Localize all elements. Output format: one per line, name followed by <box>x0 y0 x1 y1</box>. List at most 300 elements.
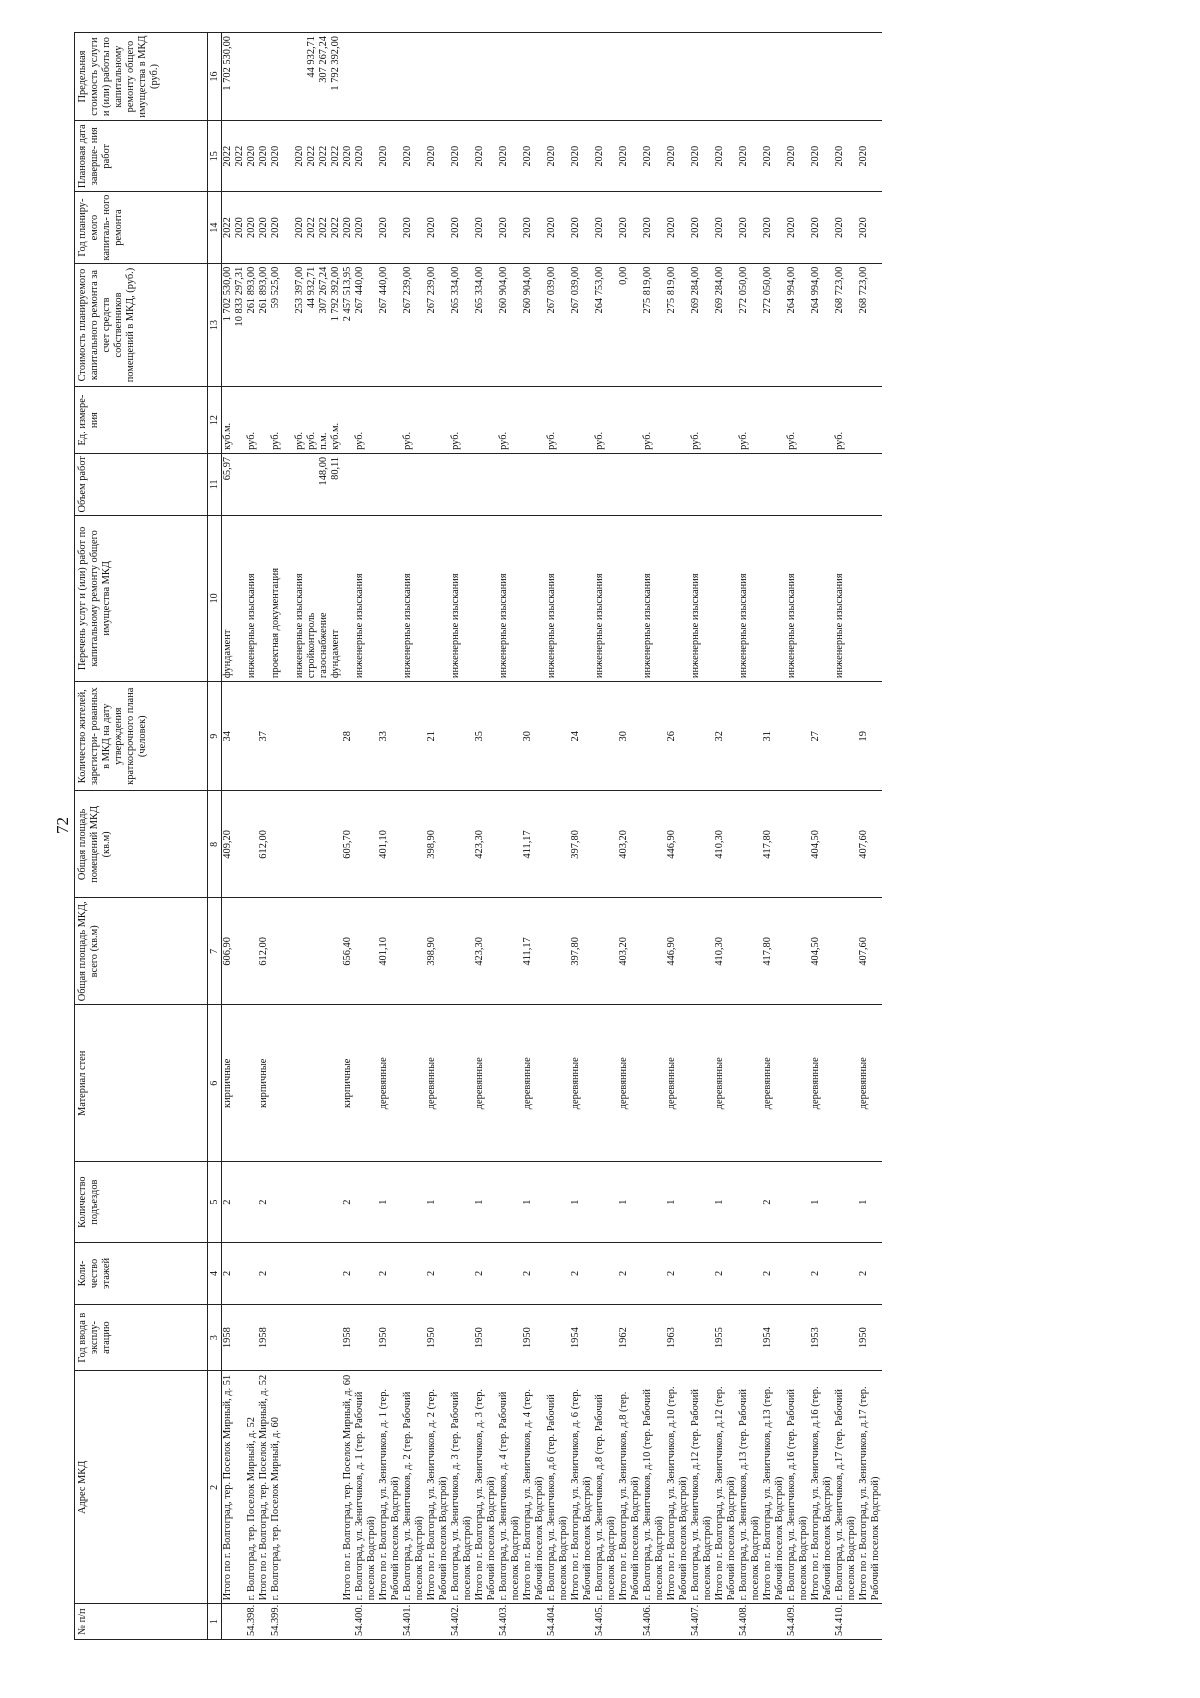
cell-limit <box>354 33 378 121</box>
cell-plan-year <box>222 192 247 263</box>
column-header: Общая площадь МКД, всего (кв.м) <box>75 898 208 1005</box>
cell-works <box>618 515 642 681</box>
cell-plan-year <box>426 192 450 263</box>
cell-line: газоснабжение <box>318 612 329 679</box>
cell-line: 2020 <box>294 217 305 238</box>
cell-no <box>570 1604 594 1640</box>
cell-plan-year <box>690 192 714 263</box>
cell-line <box>474 36 486 117</box>
cell-line: 2020 <box>858 217 869 238</box>
cell-line: 2020 <box>246 217 257 238</box>
cell-addr: г. Волгоград, ул. Зенитчиков, д. 3 (тер. Рабочий поселок Водстрой) <box>450 1371 474 1604</box>
cell-unit <box>354 387 378 454</box>
cell-line: 267 039,00 <box>570 266 581 314</box>
cell-no <box>522 1604 546 1640</box>
cell-plan-year <box>594 192 618 263</box>
cell-line: 2020 <box>258 145 269 167</box>
cell-line <box>786 457 798 512</box>
cell-unit <box>222 387 247 454</box>
cell-line <box>282 390 294 450</box>
cell-area-total: 398,90 <box>426 898 450 1005</box>
cell-end-date <box>246 121 258 192</box>
cell-year <box>690 1304 714 1371</box>
cell-area-rooms: 605,70 <box>342 791 354 898</box>
cell-line <box>378 36 390 117</box>
column-header: Плановая дата заверше- ния работ <box>75 121 208 192</box>
cell-floors <box>690 1243 714 1305</box>
cell-floors: 2 <box>858 1243 882 1305</box>
cell-cost <box>498 263 522 387</box>
cell-line: 2020 <box>858 145 869 167</box>
cell-walls: деревянные <box>858 1005 882 1162</box>
cell-no: 54.404. <box>546 1604 570 1640</box>
cell-floors <box>786 1243 810 1305</box>
cell-cost <box>642 263 666 387</box>
cell-works <box>222 515 247 681</box>
cell-addr: Итого по г. Волгоград, ул. Зенитчиков, д. 4 (тер. Рабочий поселок Водстрой) <box>522 1371 546 1604</box>
cell-line <box>474 390 486 450</box>
cell-line <box>690 457 702 512</box>
cell-line: руб. <box>294 431 305 450</box>
table-row <box>522 33 546 1640</box>
column-number: 13 <box>208 263 222 387</box>
column-number: 2 <box>208 1371 222 1604</box>
cell-walls: деревянные <box>762 1005 786 1162</box>
cell-walls <box>594 1005 618 1162</box>
cell-line: руб. <box>354 431 365 450</box>
cell-area-rooms <box>834 791 858 898</box>
cell-floors: 2 <box>618 1243 642 1305</box>
cell-line <box>246 457 258 512</box>
cell-addr: Итого по г. Волгоград, ул. Зенитчиков, д.10 (тер. Рабочий поселок Водстрой) <box>666 1371 690 1604</box>
cell-volume <box>246 453 258 515</box>
column-header: Коли- чество этажей <box>75 1243 208 1305</box>
cell-volume <box>450 453 474 515</box>
cell-line <box>282 267 294 384</box>
cell-line <box>426 519 438 678</box>
column-number-row <box>208 33 222 1640</box>
cell-line: 2020 <box>834 145 845 167</box>
cell-line <box>618 390 630 450</box>
column-header: Перечень услуг и (или) работ по капитальному ремонту общего имущества МКД <box>75 515 208 681</box>
cell-area-rooms: 612,00 <box>258 791 270 898</box>
cell-area-total <box>402 898 426 1005</box>
cell-plan-year <box>498 192 522 263</box>
cell-line: инженерные изыскания <box>498 573 509 679</box>
cell-area-rooms: 409,20 <box>222 791 247 898</box>
cell-floors <box>594 1243 618 1305</box>
cell-plan-year <box>546 192 570 263</box>
cell-year <box>246 1304 258 1371</box>
cell-volume <box>618 453 642 515</box>
cell-line: фундамент <box>330 629 341 679</box>
cell-cost <box>222 263 247 387</box>
cell-works <box>546 515 570 681</box>
column-header: Материал стен <box>75 1005 208 1162</box>
cell-year <box>546 1304 570 1371</box>
cell-line: куб.м. <box>330 422 341 450</box>
column-header: Ед. измере- ния <box>75 387 208 454</box>
cell-cost <box>522 263 546 387</box>
cell-line: руб. <box>270 431 281 450</box>
cell-entr: 1 <box>426 1162 450 1243</box>
cell-end-date <box>258 121 270 192</box>
cell-limit <box>714 33 738 121</box>
cell-line: 2020 <box>522 145 533 167</box>
cell-line <box>642 36 654 117</box>
cell-walls <box>642 1005 666 1162</box>
cell-floors <box>642 1243 666 1305</box>
cell-walls <box>354 1005 378 1162</box>
cell-line: руб. <box>738 431 749 450</box>
cell-entr: 1 <box>810 1162 834 1243</box>
cell-residents: 31 <box>762 682 786 791</box>
cell-no <box>762 1604 786 1640</box>
column-number: 14 <box>208 192 222 263</box>
cell-line: 2020 <box>450 217 461 238</box>
cell-line <box>354 457 366 512</box>
cell-unit <box>546 387 570 454</box>
cell-line: руб. <box>546 431 557 450</box>
cell-entr <box>402 1162 426 1243</box>
cell-line: 2020 <box>666 145 677 167</box>
cell-area-total <box>786 898 810 1005</box>
cell-line <box>666 519 678 678</box>
cell-volume <box>378 453 402 515</box>
cell-works <box>786 515 810 681</box>
cell-limit <box>246 33 258 121</box>
cell-volume <box>834 453 858 515</box>
cell-line <box>522 519 534 678</box>
capital-repair-table <box>74 32 882 1640</box>
cell-year: 1963 <box>666 1304 690 1371</box>
cell-line <box>858 36 870 117</box>
cell-floors <box>246 1243 258 1305</box>
cell-unit <box>810 387 834 454</box>
cell-line: руб. <box>690 431 701 450</box>
cell-cost <box>570 263 594 387</box>
cell-line: 2020 <box>378 217 389 238</box>
column-header: Количество подъездов <box>75 1162 208 1243</box>
cell-line: 80,11 <box>330 456 341 480</box>
cell-walls <box>498 1005 522 1162</box>
cell-walls <box>270 1005 342 1162</box>
cell-line <box>522 36 534 117</box>
cell-floors <box>546 1243 570 1305</box>
cell-line: 2020 <box>426 145 437 167</box>
cell-residents: 19 <box>858 682 882 791</box>
cell-area-total: 417,80 <box>762 898 786 1005</box>
cell-line <box>738 36 750 117</box>
cell-line <box>714 36 726 117</box>
cell-unit <box>498 387 522 454</box>
cell-cost <box>858 263 882 387</box>
cell-line: 2020 <box>342 217 353 238</box>
cell-line: стройконтроль <box>306 612 317 679</box>
cell-walls <box>786 1005 810 1162</box>
cell-end-date <box>858 121 882 192</box>
cell-unit <box>570 387 594 454</box>
cell-line: 44 932,71 <box>306 266 317 309</box>
cell-volume <box>642 453 666 515</box>
cell-entr: 1 <box>666 1162 690 1243</box>
cell-volume <box>690 453 714 515</box>
cell-floors: 2 <box>474 1243 498 1305</box>
cell-works <box>762 515 786 681</box>
cell-no <box>378 1604 402 1640</box>
cell-limit <box>594 33 618 121</box>
cell-line: 2020 <box>546 145 557 167</box>
cell-line: 2022 <box>222 145 233 167</box>
cell-end-date <box>270 121 342 192</box>
cell-line: 2020 <box>354 217 365 238</box>
cell-cost <box>546 263 570 387</box>
cell-end-date <box>342 121 354 192</box>
cell-floors: 2 <box>342 1243 354 1305</box>
cell-addr: Итого по г. Волгоград, ул. Зенитчиков, д.16 (тер. Рабочий поселок Водстрой) <box>810 1371 834 1604</box>
cell-cost <box>426 263 450 387</box>
cell-entr: 1 <box>522 1162 546 1243</box>
cell-plan-year <box>810 192 834 263</box>
cell-line: 261 893,00 <box>258 266 269 314</box>
cell-line: 267 440,00 <box>378 266 389 314</box>
cell-limit <box>474 33 498 121</box>
cell-end-date <box>222 121 247 192</box>
cell-limit <box>258 33 270 121</box>
cell-entr <box>834 1162 858 1243</box>
cell-line <box>426 36 438 117</box>
cell-no: 54.406. <box>642 1604 666 1640</box>
cell-line: 2020 <box>474 217 485 238</box>
cell-residents <box>594 682 618 791</box>
cell-line: 2020 <box>834 217 845 238</box>
cell-volume <box>522 453 546 515</box>
cell-residents: 30 <box>522 682 546 791</box>
cell-line <box>762 519 774 678</box>
cell-volume <box>222 453 247 515</box>
cell-area-total: 612,00 <box>258 898 270 1005</box>
cell-end-date <box>354 121 378 192</box>
cell-residents <box>546 682 570 791</box>
cell-line <box>594 36 606 117</box>
cell-entr <box>690 1162 714 1243</box>
column-number: 7 <box>208 898 222 1005</box>
cell-residents: 37 <box>258 682 270 791</box>
cell-cost <box>246 263 258 387</box>
column-header: Общая площадь помещений МКД (кв.м) <box>75 791 208 898</box>
cell-addr: Итого по г. Волгоград, ул. Зенитчиков, д. 3 (тер. Рабочий поселок Водстрой) <box>474 1371 498 1604</box>
cell-residents <box>834 682 858 791</box>
cell-line <box>642 457 654 512</box>
cell-line: 260 904,00 <box>522 266 533 314</box>
cell-end-date <box>450 121 474 192</box>
cell-line <box>594 457 606 512</box>
cell-entr: 1 <box>378 1162 402 1243</box>
cell-plan-year <box>246 192 258 263</box>
cell-walls <box>690 1005 714 1162</box>
cell-line: 264 753,00 <box>594 266 605 314</box>
cell-area-rooms: 398,90 <box>426 791 450 898</box>
cell-line: 2020 <box>450 145 461 167</box>
cell-line <box>618 36 630 117</box>
cell-line: 2020 <box>762 145 773 167</box>
cell-year: 1950 <box>858 1304 882 1371</box>
cell-line <box>546 36 558 117</box>
cell-walls <box>738 1005 762 1162</box>
cell-line: 261 893,00 <box>246 266 257 314</box>
cell-works <box>270 515 342 681</box>
cell-line: 2020 <box>666 217 677 238</box>
cell-limit <box>690 33 714 121</box>
cell-works <box>690 515 714 681</box>
table-row <box>402 33 426 1640</box>
cell-area-total: 401,10 <box>378 898 402 1005</box>
cell-works <box>810 515 834 681</box>
cell-works <box>342 515 354 681</box>
cell-line: фундамент <box>222 629 233 679</box>
cell-residents: 24 <box>570 682 594 791</box>
cell-no <box>810 1604 834 1640</box>
cell-line: 44 932,71 <box>306 36 317 78</box>
cell-line: 2020 <box>786 217 797 238</box>
cell-addr: г. Волгоград, ул. Зенитчиков, д. 4 (тер. Рабочий поселок Водстрой) <box>498 1371 522 1604</box>
cell-works <box>378 515 402 681</box>
cell-end-date <box>522 121 546 192</box>
cell-no: 54.408. <box>738 1604 762 1640</box>
cell-limit <box>342 33 354 121</box>
cell-works <box>714 515 738 681</box>
table-row <box>342 33 354 1640</box>
cell-line: 2020 <box>342 145 353 167</box>
cell-cost <box>270 263 342 387</box>
cell-plan-year <box>522 192 546 263</box>
cell-addr: Итого по г. Волгоград, ул. Зенитчиков, д. 6 (тер. Рабочий поселок Водстрой) <box>570 1371 594 1604</box>
cell-line: 2022 <box>234 145 245 167</box>
cell-line: руб. <box>402 431 413 450</box>
cell-year: 1950 <box>474 1304 498 1371</box>
cell-end-date <box>666 121 690 192</box>
table-row <box>222 33 247 1640</box>
cell-line <box>258 36 270 117</box>
table-row <box>258 33 270 1640</box>
cell-line <box>426 457 438 512</box>
cell-cost <box>354 263 378 387</box>
cell-line: 307 267,24 <box>318 36 329 83</box>
column-header: № п/п <box>75 1604 208 1640</box>
cell-line: инженерные изыскания <box>690 573 701 679</box>
cell-line: руб. <box>786 431 797 450</box>
cell-addr: Итого по г. Волгоград, ул. Зенитчиков, д.13 (тер. Рабочий поселок Водстрой) <box>762 1371 786 1604</box>
cell-line: 1 792 392,00 <box>330 266 341 322</box>
cell-area-total <box>270 898 342 1005</box>
cell-floors: 2 <box>666 1243 690 1305</box>
cell-addr: Итого по г. Волгоград, ул. Зенитчиков, д.17 (тер. Рабочий поселок Водстрой) <box>858 1371 882 1604</box>
cell-entr <box>786 1162 810 1243</box>
cell-line: 2020 <box>354 145 365 167</box>
cell-limit <box>810 33 834 121</box>
cell-limit <box>450 33 474 121</box>
cell-area-total: 656,40 <box>342 898 354 1005</box>
cell-end-date <box>762 121 786 192</box>
cell-area-rooms: 403,20 <box>618 791 642 898</box>
cell-walls <box>546 1005 570 1162</box>
cell-line <box>714 390 726 450</box>
cell-area-rooms <box>498 791 522 898</box>
cell-volume <box>858 453 882 515</box>
cell-line <box>858 390 870 450</box>
cell-plan-year <box>450 192 474 263</box>
cell-line: инженерные изыскания <box>786 573 797 679</box>
cell-walls: деревянные <box>378 1005 402 1162</box>
cell-area-rooms: 423,30 <box>474 791 498 898</box>
cell-area-total: 404,50 <box>810 898 834 1005</box>
cell-addr: Итого по г. Волгоград, ул. Зенитчиков, д.8 (тер. Рабочий поселок Водстрой) <box>618 1371 642 1604</box>
cell-area-rooms <box>270 791 342 898</box>
cell-line: куб.м. <box>222 422 233 450</box>
cell-line <box>786 36 798 117</box>
cell-unit <box>522 387 546 454</box>
cell-line: 267 039,00 <box>546 266 557 314</box>
cell-unit <box>402 387 426 454</box>
table-row <box>546 33 570 1640</box>
cell-line <box>666 390 678 450</box>
cell-no: 54.410. <box>834 1604 858 1640</box>
header-row <box>75 33 208 1640</box>
cell-volume <box>666 453 690 515</box>
cell-addr: Итого по г. Волгоград, тер. Поселок Мирный, д. 60 <box>342 1371 354 1604</box>
cell-limit <box>642 33 666 121</box>
cell-line: 2020 <box>402 217 413 238</box>
cell-line <box>570 390 582 450</box>
cell-cost <box>762 263 786 387</box>
cell-area-rooms <box>450 791 474 898</box>
cell-line: 2020 <box>642 217 653 238</box>
cell-line <box>810 519 822 678</box>
cell-line: п.м. <box>318 432 329 450</box>
cell-volume <box>354 453 378 515</box>
table-row <box>378 33 402 1640</box>
cell-unit <box>426 387 450 454</box>
page-number: 72 <box>53 817 72 834</box>
cell-volume <box>426 453 450 515</box>
cell-line: 265 334,00 <box>474 266 485 314</box>
cell-limit <box>786 33 810 121</box>
cell-end-date <box>714 121 738 192</box>
cell-end-date <box>426 121 450 192</box>
cell-line: инженерные изыскания <box>546 573 557 679</box>
cell-cost <box>714 263 738 387</box>
cell-volume <box>402 453 426 515</box>
cell-line <box>282 519 294 678</box>
cell-unit <box>762 387 786 454</box>
cell-walls <box>402 1005 426 1162</box>
cell-line: руб. <box>834 431 845 450</box>
cell-unit <box>258 387 270 454</box>
cell-entr: 1 <box>618 1162 642 1243</box>
cell-line <box>450 457 462 512</box>
cell-addr: г. Волгоград, ул. Зенитчиков, д. 2 (тер. Рабочий поселок Водстрой) <box>402 1371 426 1604</box>
cell-entr <box>642 1162 666 1243</box>
cell-line: 2020 <box>690 145 701 167</box>
cell-cost <box>666 263 690 387</box>
cell-no: 54.409. <box>786 1604 810 1640</box>
cell-residents: 33 <box>378 682 402 791</box>
cell-floors: 2 <box>222 1243 247 1305</box>
cell-line: 1 792 392,00 <box>330 36 341 91</box>
cell-limit <box>834 33 858 121</box>
cell-plan-year <box>354 192 378 263</box>
cell-line: 2020 <box>618 145 629 167</box>
